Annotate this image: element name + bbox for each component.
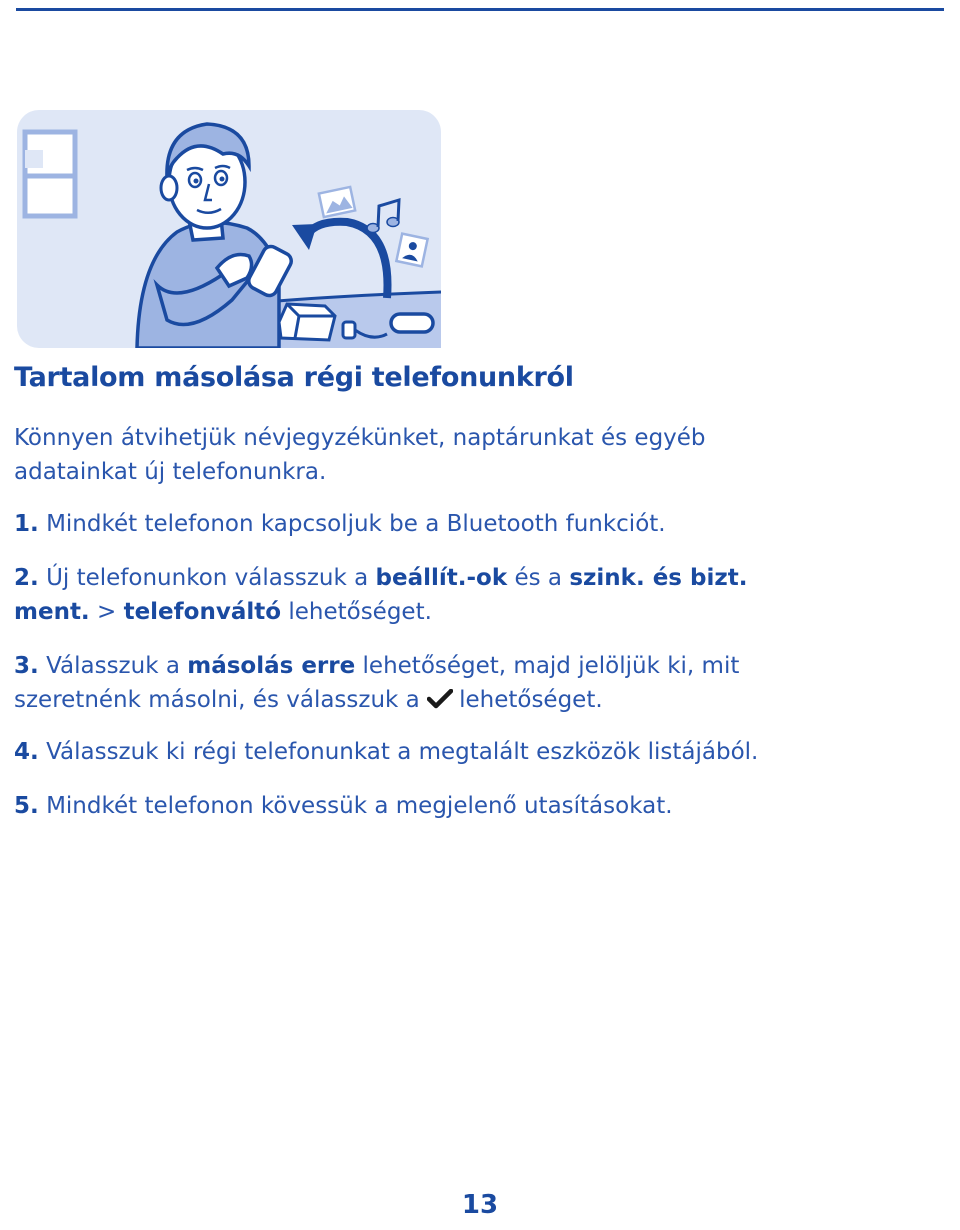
step-4 [14,735,949,769]
step-number: 3. [14,653,39,679]
option-copy-to: másolás erre [187,653,356,679]
step-3 [14,649,949,717]
phone-transfer-illustration [17,110,441,348]
step-text: Mindkét telefonon kövessük a megjelenő utasításokat. [46,793,673,819]
step-text: lehetőséget. [459,687,603,713]
menu-separator: > [96,599,117,625]
intro-line-1: Könnyen átvihetjük névjegyzékünket, naptárunkat és egyéb [14,425,706,451]
contact-card-icon [396,234,427,267]
step-text: Válasszuk ki régi telefonunkat a megtalált eszközök listájából. [46,739,759,765]
step-text: lehetőséget. [288,599,432,625]
top-rule [16,8,944,11]
menu-item-settings: beállít.-ok [375,565,508,591]
step-text: lehetőséget, majd jelöljük ki, mit [362,653,740,679]
menu-item-phone-switch: telefonváltó [123,599,282,625]
step-text: és a [514,565,562,591]
intro-paragraph [14,421,944,489]
step-number: 1. [14,511,39,537]
step-1 [14,507,949,541]
step-number: 4. [14,739,39,765]
step-text: szeretnénk másolni, és válasszuk a [14,687,420,713]
step-text: Válasszuk a [46,653,180,679]
step-number: 2. [14,565,39,591]
checkmark-icon [427,689,453,709]
step-text: Mindkét telefonon kapcsoljuk be a Bluetooth funkciót. [46,511,666,537]
menu-item-sync-backup-cont: ment. [14,599,90,625]
page-number: 13 [461,1190,499,1220]
box-icon [279,304,335,340]
page-title: Tartalom másolása régi telefonunkról [14,362,574,393]
intro-line-2: adatainkat új telefonunkra. [14,459,327,485]
step-5 [14,789,949,823]
window-icon [25,132,75,216]
menu-item-sync-backup: szink. és bizt. [569,565,748,591]
step-text: Új telefonunkon válasszuk a [46,565,369,591]
step-number: 5. [14,793,39,819]
old-phone-icon [391,314,433,332]
photo-icon [319,187,355,217]
step-2 [14,561,949,629]
